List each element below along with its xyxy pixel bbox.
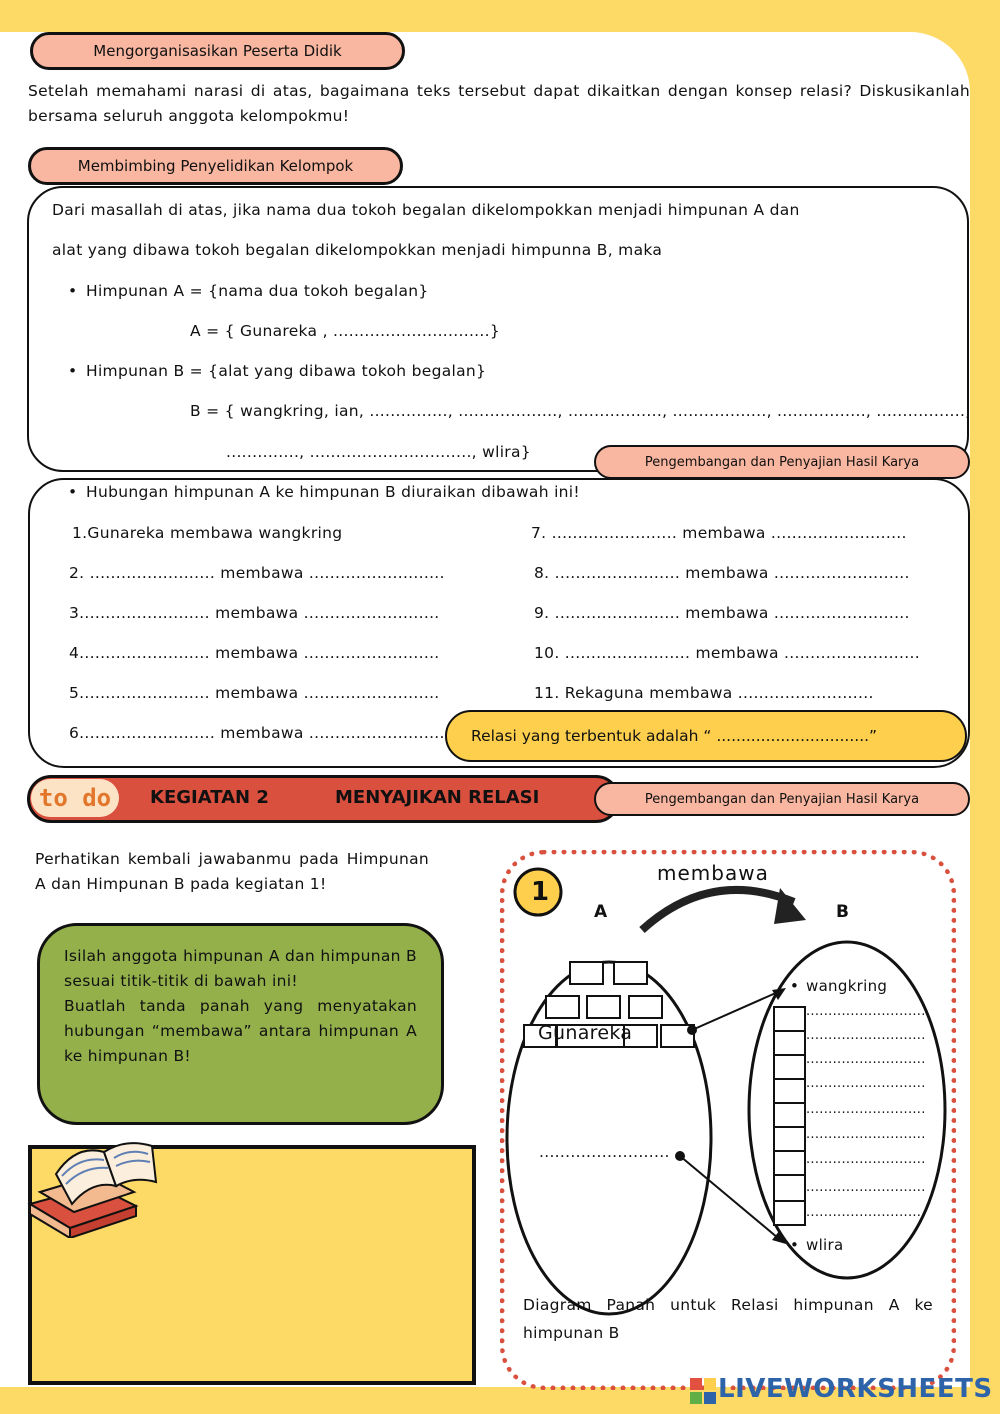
set-a-blank-member[interactable]: ......................... bbox=[539, 1143, 670, 1161]
relation-item[interactable]: 1.Gunareka membawa wangkring bbox=[72, 524, 343, 542]
set-a-definition: • Himpunan A = {nama dua tokoh begalan} bbox=[86, 282, 429, 300]
relation-result-box[interactable] bbox=[445, 710, 967, 762]
relation-item[interactable]: 11. Rekaguna membawa .......................... bbox=[534, 684, 874, 702]
activity-instruction: Perhatikan kembali jawabanmu pada Himpunan A dan Himpunan B pada kegiatan 1! bbox=[35, 850, 429, 893]
section-header-development-2: Pengembangan dan Penyajian Hasil Karya bbox=[594, 782, 970, 816]
section-header-development: Pengembangan dan Penyajian Hasil Karya bbox=[594, 445, 970, 479]
set-b-blank-member[interactable]: ........................... bbox=[806, 1205, 926, 1220]
sets-problem-line1: Dari masallah di atas, jika nama dua tokoh begalan dikelompokkan menjadi himpunan A dan bbox=[52, 201, 800, 219]
diagram-number: 1 bbox=[531, 877, 550, 907]
set-b-bullet: • bbox=[790, 1236, 800, 1254]
liveworksheets-watermark: LIVEWORKSHEETS bbox=[718, 1374, 993, 1404]
set-b-blank-member[interactable]: ........................... bbox=[806, 1052, 926, 1067]
task-fill-instruction: Isilah anggota himpunan A dan himpunan B sesuai titik-titik di bawah ini! bbox=[64, 947, 417, 990]
set-b-definition: • Himpunan B = {alat yang dibawa tokoh begalan} bbox=[86, 362, 486, 380]
task-arrow-instruction: Buatlah tanda panah yang menyatakan hubungan “membawa” antara himpunan A ke himpunan B! bbox=[64, 997, 417, 1065]
set-b-members-line1[interactable]: B = { wangkring, ian, ..............., ..................., .................., .................., ................., ................., bbox=[190, 402, 971, 420]
todo-badge: to do bbox=[31, 779, 119, 817]
set-b-members-line2[interactable]: .............., ..............................., wlira} bbox=[226, 443, 531, 461]
section-header-organize: Mengorganisasikan Peserta Didik bbox=[30, 32, 405, 70]
set-b-first-member: wangkring bbox=[806, 977, 888, 995]
intro-paragraph: Setelah memahami narasi di atas, bagaimana teks tersebut dapat dikaitkan dengan konsep relasi? Diskusikanlah bersama seluruh anggota kelompokmu! bbox=[28, 82, 970, 125]
set-a-first-member: Gunareka bbox=[538, 1022, 633, 1044]
activity-number: KEGIATAN 2 bbox=[150, 787, 269, 808]
set-b-blank-member[interactable]: ........................... bbox=[806, 1102, 926, 1117]
set-b-blank-member[interactable]: ........................... bbox=[806, 1152, 926, 1167]
relation-item[interactable]: 6.......................... membawa .......................... bbox=[69, 724, 445, 742]
relation-item[interactable]: 8. ........................ membawa .......................... bbox=[534, 564, 910, 582]
relation-result-text: Relasi yang terbentuk adalah “ ...............................” bbox=[471, 727, 878, 745]
relation-intro: • Hubungan himpunan A ke himpunan B diuraikan dibawah ini! bbox=[86, 483, 580, 501]
sets-problem-line2: alat yang dibawa tokoh begalan dikelompokkan menjadi himpunna B, maka bbox=[52, 241, 663, 259]
section-header-investigation: Membimbing Penyelidikan Kelompok bbox=[28, 147, 403, 185]
set-b-blank-member[interactable]: ........................... bbox=[806, 1180, 926, 1195]
set-a-members[interactable]: A = { Gunareka , ..............................} bbox=[190, 322, 501, 340]
relation-item[interactable]: 4......................... membawa .......................... bbox=[69, 644, 440, 662]
set-a-label: A bbox=[594, 902, 608, 922]
set-b-blank-member[interactable]: ........................... bbox=[806, 1076, 926, 1091]
set-b-blank-member[interactable]: ........................... bbox=[806, 1127, 926, 1142]
liveworksheets-logo-icon bbox=[690, 1378, 716, 1404]
relation-label: membawa bbox=[657, 861, 769, 885]
relation-item[interactable]: 10. ........................ membawa .......................... bbox=[534, 644, 920, 662]
relation-item[interactable]: 7. ........................ membawa .......................... bbox=[531, 524, 907, 542]
set-b-blank-member[interactable]: ........................... bbox=[806, 1028, 926, 1043]
diagram-caption: Diagram Panah untuk Relasi himpunan A ke himpunan B bbox=[523, 1296, 933, 1342]
books-icon bbox=[26, 1134, 162, 1238]
task-box bbox=[37, 923, 444, 1125]
relation-item[interactable]: 3......................... membawa .......................... bbox=[69, 604, 440, 622]
set-b-last-member: wlira bbox=[806, 1236, 844, 1254]
set-b-blank-member[interactable]: ........................... bbox=[806, 1004, 926, 1019]
relation-item[interactable]: 5......................... membawa .......................... bbox=[69, 684, 440, 702]
relation-item[interactable]: 2. ........................ membawa .......................... bbox=[69, 564, 445, 582]
set-b-label: B bbox=[836, 902, 850, 922]
activity-title: MENYAJIKAN RELASI bbox=[335, 787, 540, 808]
set-b-bullet: • bbox=[790, 977, 800, 995]
relation-item[interactable]: 9. ........................ membawa .......................... bbox=[534, 604, 910, 622]
